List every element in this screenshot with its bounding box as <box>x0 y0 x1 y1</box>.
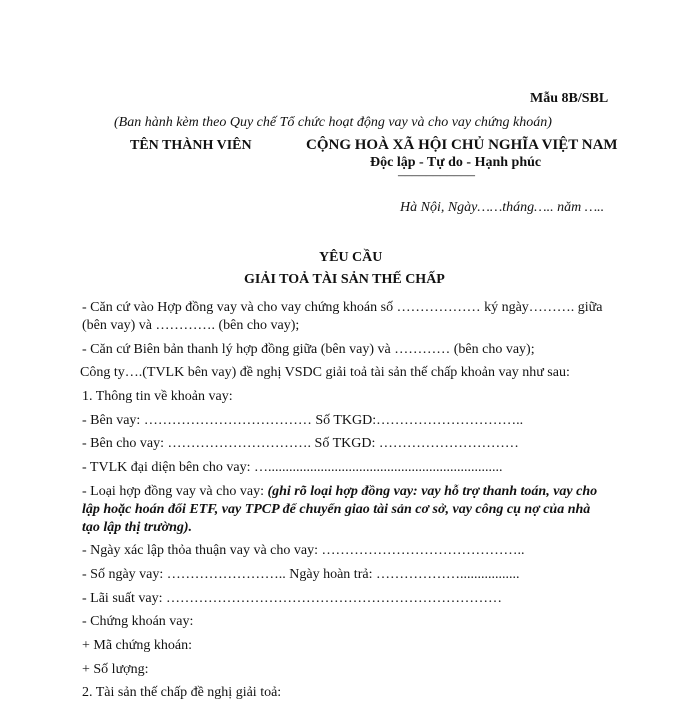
motto: Độc lập - Tự do - Hạnh phúc <box>370 155 542 170</box>
lender-line: - Bên cho vay: …………………………. Số TKGD: ………………………… <box>82 436 519 451</box>
basis-contract-line-cont: (bên vay) và …………. (bên cho vay); <box>82 318 300 333</box>
contract-type-label: - Loại hợp đồng vay và cho vay: <box>82 484 268 499</box>
lender-depository-member-line: - TVLK đại diện bên cho vay: …................................................................... <box>82 460 503 475</box>
contract-type-note: (ghi rõ loại hợp đồng vay: vay hỗ trợ thanh toán, vay cho lập hoặc hoán đổi ETF, vay TPCP để chuyển giao tài sản cơ sở, vay công cụ nợ của nhà tạo lập thị trường). <box>82 484 598 535</box>
loan-days-line: - Số ngày vay: …………………….. Ngày hoàn trả: ………………................. <box>82 567 520 582</box>
form-code: Mẫu 8B/SBL <box>530 91 609 106</box>
section-2-heading: 2. Tài sản thế chấp đề nghị giải toả: <box>82 685 282 700</box>
agreement-date-line: - Ngày xác lập thỏa thuận vay và cho vay: …………………………………….. <box>82 543 525 558</box>
motto-rule: ––––––––––– <box>398 168 475 183</box>
document-subtitle: GIẢI TOẢ TÀI SẢN THẾ CHẤP <box>244 272 445 287</box>
section-1-heading: 1. Thông tin về khoản vay: <box>82 389 233 404</box>
securities-borrowed-line: - Chứng khoán vay: <box>82 614 194 629</box>
document-title: YÊU CẦU <box>319 250 383 265</box>
basis-contract-line: - Căn cứ vào Hợp đồng vay và cho vay chứng khoán số ……………… ký ngày………. giữa <box>82 300 603 315</box>
borrower-line: - Bên vay: ……………………………… Số TKGD:………………………….. <box>82 413 524 428</box>
security-code-line: + Mã chứng khoán: <box>82 638 192 653</box>
member-name: TÊN THÀNH VIÊN <box>130 138 252 153</box>
basis-liquidation-line: - Căn cứ Biên bản thanh lý hợp đồng giữa (bên vay) và ………… (bên cho vay); <box>82 342 535 357</box>
quantity-line: + Số lượng: <box>82 662 149 677</box>
contract-type-line <box>82 483 602 537</box>
issued-note: (Ban hành kèm theo Quy chế Tổ chức hoạt động vay và cho vay chứng khoán) <box>114 115 552 130</box>
country-header: CỘNG HOÀ XÃ HỘI CHỦ NGHĨA VIỆT NAM <box>306 137 618 153</box>
request-statement: Công ty….(TVLK bên vay) đề nghị VSDC giải toả tài sản thế chấp khoản vay như sau: <box>80 365 570 380</box>
interest-rate-line: - Lãi suất vay: ……………………………………………………………… <box>82 591 502 606</box>
date-line: Hà Nội, Ngày……tháng….. năm ….. <box>400 200 605 215</box>
